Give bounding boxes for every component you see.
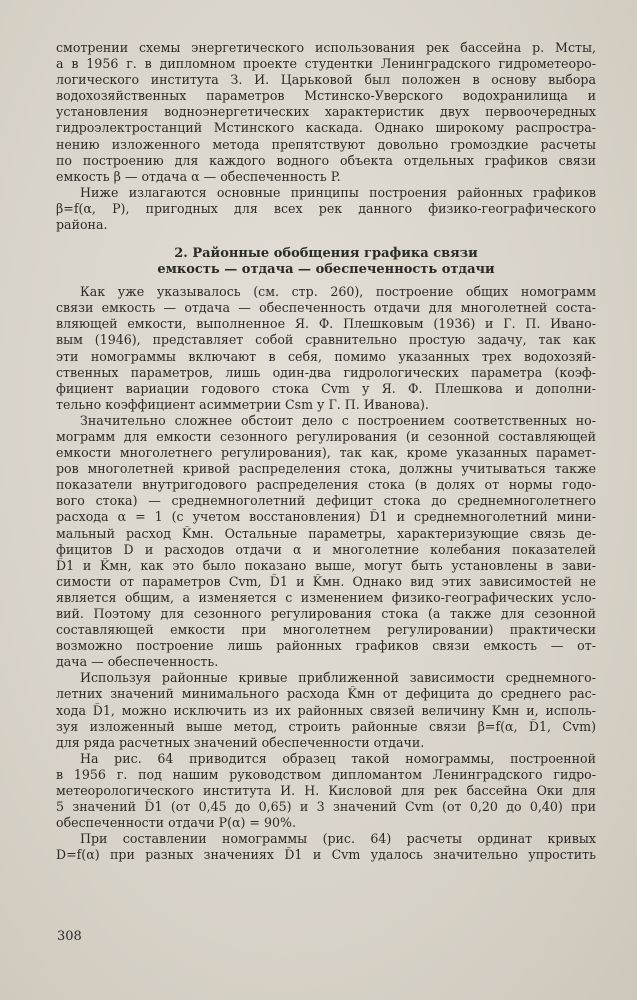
text-line: хода D̄1, можно исключить из их районных связей величину Kмн и, исполь- bbox=[56, 702, 596, 718]
text-line: нению изложенного метода препятствуют довольно громоздкие расчеты bbox=[56, 136, 596, 152]
text-line: вого стока) — среднемноголетний дефицит стока до среднемноголетнего bbox=[56, 493, 596, 509]
text-line: в 1956 г. под нашим руководством дипломантом Ленинградского гидро- bbox=[56, 766, 596, 782]
text-line: является общим, а изменяется с изменением физико-географических усло- bbox=[56, 589, 596, 605]
text-line: вым (1946), представляет собой сравнительно простую задачу, так как bbox=[56, 332, 596, 348]
text-line: мальный расход K̄мн. Остальные параметры, характеризующие связь де- bbox=[56, 525, 596, 541]
text-line: Как уже указывалось (см. стр. 260), построение общих номограмм bbox=[80, 284, 596, 300]
text-line: ственных параметров, лишь один-два гидрологических параметра (коэф- bbox=[56, 364, 596, 380]
text-line: емкость β — отдача α — обеспеченность P. bbox=[56, 168, 341, 184]
text-line: составляющей емкости при многолетнем регулировании) практически bbox=[56, 622, 596, 638]
paragraph-2 bbox=[56, 185, 596, 233]
paragraph-5 bbox=[56, 670, 596, 750]
text-line: расхода α = 1 (с учетом восстановления) D̄1 и среднемноголетний мини- bbox=[56, 509, 596, 525]
text-line: D=f(α) при разных значениях D̄1 и Cvm удалось значительно упростить bbox=[56, 847, 596, 863]
text-line: гидроэлектростанций Мстинского каскада. Однако широкому распростра- bbox=[56, 120, 596, 136]
text-line: симости от параметров Cvm, D̄1 и K̄мн. Однако вид этих зависимостей не bbox=[56, 573, 596, 589]
page-body-text bbox=[56, 40, 596, 864]
text-line: показатели внутригодового распределения стока (в долях от нормы годо- bbox=[56, 477, 596, 493]
text-line: фициент вариации годового стока Cvm у Я. Ф. Плешкова и дополни- bbox=[56, 380, 596, 396]
text-line: β=f(α, P), пригодных для всех рек данного физико-географического bbox=[56, 200, 596, 216]
section-heading bbox=[56, 246, 596, 278]
text-line: логического института З. И. Царьковой был положен в основу выбора bbox=[56, 72, 596, 88]
text-line: вий. Поэтому для сезонного регулирования стока (а также для сезонной bbox=[56, 606, 596, 621]
paragraph-1 bbox=[56, 40, 596, 185]
text-line: по построению для каждого водного объекта отдельных графиков связи bbox=[56, 152, 596, 168]
text-line: D̄1 и K̄мн, как это было показано выше, могут быть установлены в зави- bbox=[56, 557, 596, 573]
text-line: водохозяйственных параметров Мстинско-Уверского водохранилища и bbox=[56, 88, 596, 104]
paragraph-7 bbox=[56, 831, 596, 863]
text-line: а в 1956 г. в дипломном проекте студентки Ленинградского гидрометеоро- bbox=[56, 56, 596, 72]
text-line: обеспеченности отдачи P(α) = 90%. bbox=[56, 815, 296, 831]
text-line: установления водноэнергетических характеристик двух первоочередных bbox=[56, 104, 596, 120]
text-line: фицитов D и расходов отдачи α и многолетние колебания показателей bbox=[56, 541, 596, 557]
text-line: тельно коэффициент асимметрии Csm у Г. П. Иванова). bbox=[56, 396, 429, 412]
text-line: емкости многолетнего регулирования), так как, кроме указанных парамет- bbox=[56, 445, 596, 461]
text-line: для ряда расчетных значений обеспеченности отдачи. bbox=[56, 734, 425, 750]
text-line: Используя районные кривые приближенной зависимости среднемного- bbox=[80, 670, 596, 686]
text-line: летних значений минимального расхода K̄мн от дефицита до среднего рас- bbox=[56, 686, 596, 702]
text-line: связи емкость — отдача — обеспеченность отдачи для многолетней соста- bbox=[56, 300, 596, 316]
text-line: зуя изложенный выше метод, строить районные связи β=f(α, D̄1, Cvm) bbox=[56, 718, 596, 734]
text-line: дача — обеспеченность. bbox=[56, 654, 219, 670]
text-line: мограмм для емкости сезонного регулирования (и сезонной составляющей bbox=[56, 428, 596, 444]
text-line: метеорологического института И. Н. Кисловой для рек бассейна Оки для bbox=[56, 783, 596, 799]
text-line: вляющей емкости, выполненное Я. Ф. Плешковым (1936) и Г. П. Ивано- bbox=[56, 316, 596, 332]
text-line: Ниже излагаются основные принципы построения районных графиков bbox=[80, 184, 596, 200]
text-line: смотрении схемы энергетического использования рек бассейна р. Мсты, bbox=[56, 40, 596, 55]
section-heading-line: емкость — отдача — обеспеченность отдачи bbox=[157, 262, 495, 278]
text-line: района. bbox=[56, 217, 108, 233]
text-line: возможно построение лишь районных графиков связи емкость — от- bbox=[56, 638, 596, 654]
text-line: Значительно сложнее обстоит дело с построением соответственных но- bbox=[80, 412, 596, 428]
section-heading-line: 2. Районные обобщения графика связи bbox=[174, 246, 478, 262]
page-number: 308 bbox=[57, 929, 82, 944]
text-line: ров многолетней кривой распределения стока, должны учитываться также bbox=[56, 461, 596, 477]
text-line: При составлении номограммы (рис. 64) расчеты ординат кривых bbox=[80, 831, 596, 847]
text-line: 5 значений D̄1 (от 0,45 до 0,65) и 3 значений Cvm (от 0,20 до 0,40) при bbox=[56, 799, 596, 815]
paragraph-3 bbox=[56, 284, 596, 413]
text-line: На рис. 64 приводится образец такой номограммы, построенной bbox=[80, 750, 596, 766]
paragraph-4 bbox=[56, 413, 596, 671]
paragraph-6 bbox=[56, 751, 596, 831]
text-line: эти номограммы включают в себя, помимо указанных трех водохозяй- bbox=[56, 348, 596, 364]
